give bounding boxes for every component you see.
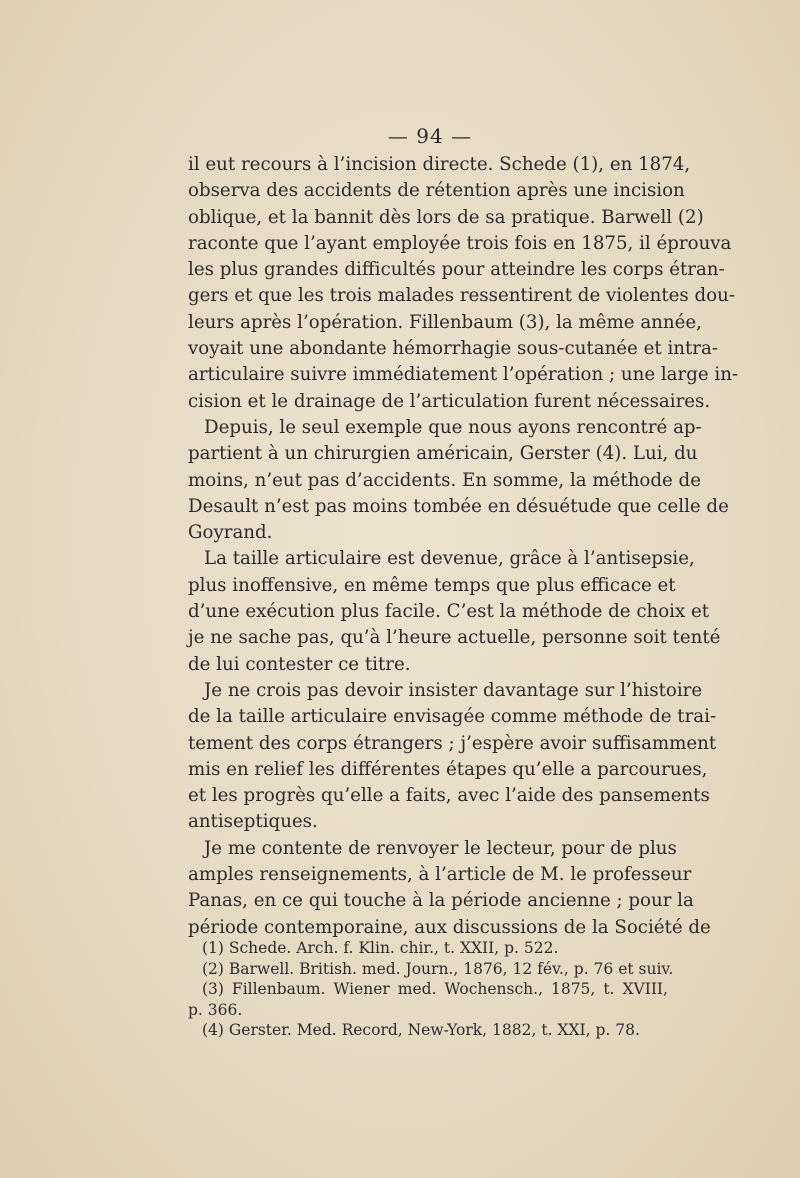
text-line: Je me contente de renvoyer le lecteur, pour de plus [204, 837, 677, 859]
footnote: (1) Schede. Arch. f. Klin. chir., t. XXII, p. 522. [202, 939, 559, 957]
text-line: d’une exécution plus facile. C’est la méthode de choix et [188, 601, 710, 623]
text-line: les plus grandes difficultés pour atteindre les corps étran- [188, 259, 725, 281]
footnote: (3) Fillenbaum. Wiener med. Wochensch., 1875, t. XVIII, [202, 980, 668, 998]
text-line: Goyrand. [188, 522, 273, 544]
text-line: tement des corps étrangers ; j’espère avoir suffisamment [188, 732, 717, 754]
footnote: (2) Barwell. British. med. Journ., 1876, 12 fév., p. 76 et suiv. [202, 959, 674, 978]
text-line: cision et le drainage de l’articulation furent nécessaires. [188, 390, 711, 412]
text-line: antiseptiques. [188, 811, 318, 833]
text-line: mis en relief les différentes étapes qu’elle a parcourues, [188, 758, 708, 780]
text-line: je ne sache pas, qu’à l’heure actuelle, personne soit tenté [188, 627, 721, 649]
text-line: leurs après l’opération. Fillenbaum (3), la même année, [188, 311, 702, 333]
footnote-continuation: p. 366. [188, 1000, 243, 1019]
text-line: articulaire suivre immédiatement l’opération ; une large in- [188, 364, 739, 386]
text-line: La taille articulaire est devenue, grâce à l’antisepsie, [204, 548, 695, 570]
text-line: Desault n’est pas moins tombée en désuétude que celle de [188, 495, 729, 517]
text-line: Depuis, le seul exemple que nous ayons rencontré ap- [204, 416, 702, 438]
text-line: plus inoffensive, en même temps que plus efficace et [188, 574, 676, 596]
footnotes [188, 938, 674, 1041]
text-line: il eut recours à l’incision directe. Schede (1), en 1874, [188, 154, 691, 175]
text-line: observa des accidents de rétention après une incision [188, 180, 685, 202]
text-line: de la taille articulaire envisagée comme méthode de trai- [188, 706, 717, 728]
text-line: de lui contester ce titre. [188, 653, 411, 675]
text-line: Panas, en ce qui touche à la période ancienne ; pour la [188, 890, 694, 912]
text-line: raconte que l’ayant employée trois fois en 1875, il éprouva [188, 232, 732, 254]
text-line: voyait une abondante hémorrhagie sous-cutanée et intra- [188, 338, 718, 360]
text-line: moins, n’eut pas d’accidents. En somme, la méthode de [188, 469, 701, 491]
footnote: (4) Gerster. Med. Record, New-York, 1882, t. XXI, p. 78. [202, 1021, 640, 1039]
text-line: oblique, et la bannit dès lors de sa pratique. Barwell (2) [188, 206, 704, 228]
body-text [188, 152, 739, 941]
text-line: Je ne crois pas devoir insister davantage sur l’histoire [204, 679, 703, 701]
text-line: gers et que les trois malades ressentirent de violentes dou- [188, 285, 735, 307]
text-line: amples renseignements, à l’article de M. le professeur [188, 864, 692, 886]
text-line: période contemporaine, aux discussions de la Société de [188, 916, 711, 938]
page-number: — 94 — [387, 124, 473, 148]
text-line: partient à un chirurgien américain, Gerster (4). Lui, du [188, 443, 698, 465]
text-line: et les progrès qu’elle a faits, avec l’aide des pansements [188, 785, 710, 807]
